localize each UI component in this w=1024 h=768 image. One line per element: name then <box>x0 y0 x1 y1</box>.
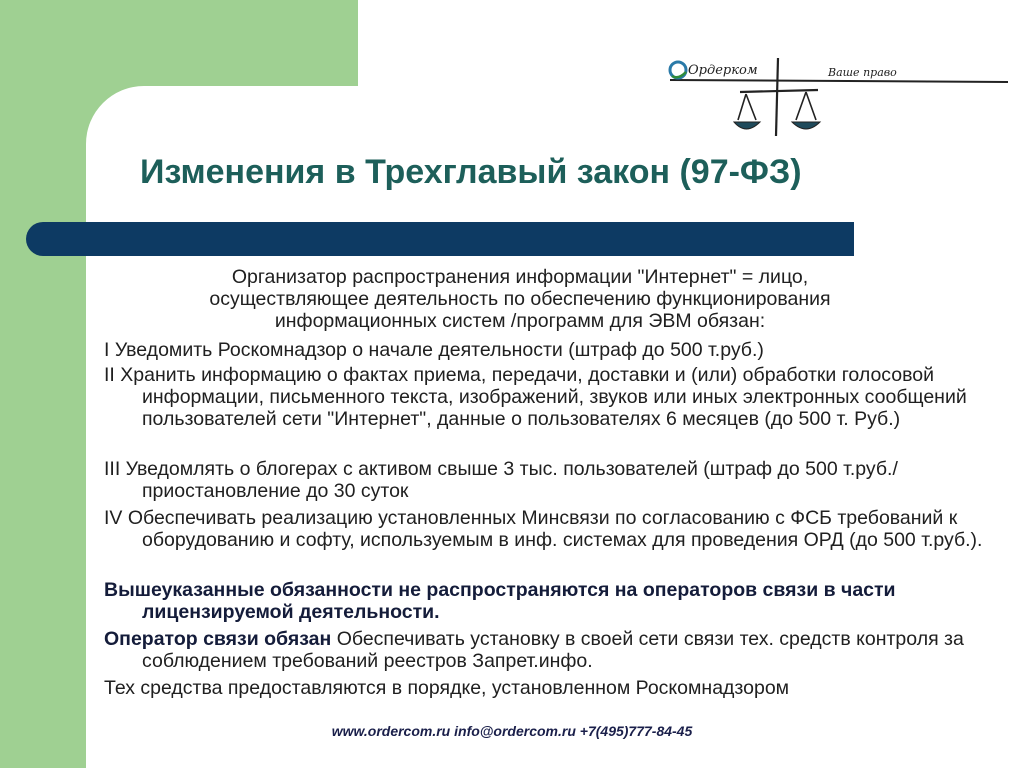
footer-contacts: www.ordercom.ru info@ordercom.ru +7(495)777-84-45 <box>331 723 693 739</box>
last-line: Тех средства предоставляются в порядке, установленном Роскомнадзором <box>104 677 790 699</box>
list-item: III Уведомлять о блогерах с активом свыше 3 тыс. пользователей (штраф до 500 т.руб./приостановление до 30 суток <box>104 458 898 502</box>
operator-obligation <box>104 628 992 672</box>
list-item: II Хранить информацию о фактах приема, передачи, доставки и (или) обработки голосовой информации, письменного текста, изображений, звуков или иных электронных сообщений пользователей сети "Интернет", данные о пользователях 6 месяцев (до 500 т. Руб.) <box>104 364 967 430</box>
list-item: IV Обеспечивать реализацию установленных Минсвязи по согласованию с ФСБ требований к оборудованию и софту, используемым в инф. системах для проведения ОРД (до 500 т.руб.). <box>104 507 983 551</box>
intro-line: информационных систем /программ для ЭВМ обязан: <box>274 310 766 332</box>
page-title: Изменения в Трехглавый закон (97-ФЗ) <box>140 153 802 191</box>
logo-tagline: Ваше право <box>828 66 897 79</box>
list-item: I Уведомить Роскомнадзор о начале деятельности (штраф до 500 т.руб.) <box>104 339 764 361</box>
logo-scales-icon <box>668 50 1012 142</box>
intro-line: осуществляющее деятельность по обеспечению функционирования <box>209 288 831 310</box>
operator-text: Обеспечивать установку в своей сети связи тех. средств контроля за соблюдением требований реестров Запрет.инфо. <box>142 628 964 672</box>
logo-brand-text: Ордерком <box>688 63 758 78</box>
intro-text <box>160 266 880 332</box>
title-underline-bar <box>26 222 854 256</box>
operator-label: Оператор связи обязан <box>104 628 332 650</box>
intro-line: Организатор распространения информации "Интернет" = лицо, <box>231 266 809 288</box>
notice-bold-text: Вышеуказанные обязанности не распространяются на операторов связи в части лицензируемой деятельности. <box>104 579 896 623</box>
